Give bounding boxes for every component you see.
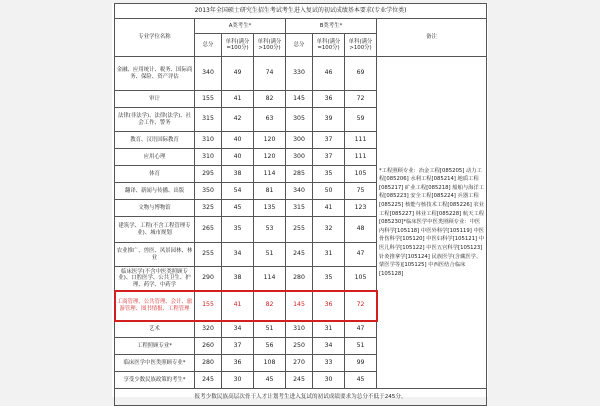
score-b-s100: 34 bbox=[313, 338, 345, 355]
score-b-s100: 50 bbox=[313, 183, 345, 200]
score-b-s100: 33 bbox=[313, 355, 345, 372]
discipline-name: 建筑学、工程(不含工程管理专业)、城市规划 bbox=[115, 217, 195, 243]
discipline-name: 临床医学(不含中医类照顾专业)、口腔医学、公共卫生、护理、药学、中药学 bbox=[115, 267, 195, 291]
score-a-total: 265 bbox=[195, 217, 222, 243]
discipline-name: 体育 bbox=[115, 166, 195, 183]
score-b-total: 270 bbox=[286, 355, 313, 372]
score-a-s150: 108 bbox=[254, 355, 286, 372]
discipline-name: 应用心理 bbox=[115, 149, 195, 166]
score-b-s100: 37 bbox=[313, 149, 345, 166]
header-b-single-over100: 单科(满分>100分) bbox=[345, 34, 377, 57]
score-b-total: 310 bbox=[286, 321, 313, 338]
header-a-single-over100: 单科(满分>100分) bbox=[254, 34, 286, 57]
score-b-total: 280 bbox=[286, 267, 313, 291]
document-page bbox=[112, 3, 488, 400]
score-b-total: 300 bbox=[286, 149, 313, 166]
score-a-s100: 35 bbox=[222, 217, 254, 243]
score-b-s150: 72 bbox=[345, 291, 377, 321]
score-b-total: 340 bbox=[286, 183, 313, 200]
header-a-total: 总分 bbox=[195, 34, 222, 57]
discipline-name: 享受少数民族政策的考生* bbox=[115, 372, 195, 389]
score-a-total: 290 bbox=[195, 267, 222, 291]
score-b-s150: 69 bbox=[345, 57, 377, 91]
score-b-total: 315 bbox=[286, 200, 313, 217]
score-a-s100: 45 bbox=[222, 200, 254, 217]
score-a-total: 310 bbox=[195, 132, 222, 149]
header-b-total: 总分 bbox=[286, 34, 313, 57]
score-b-total: 285 bbox=[286, 166, 313, 183]
score-a-s100: 40 bbox=[222, 149, 254, 166]
score-b-total: 145 bbox=[286, 291, 313, 321]
score-a-total: 295 bbox=[195, 166, 222, 183]
score-b-s150: 47 bbox=[345, 321, 377, 338]
score-b-s100: 36 bbox=[313, 291, 345, 321]
score-b-s100: 39 bbox=[313, 108, 345, 132]
score-b-s150: 59 bbox=[345, 108, 377, 132]
score-requirements-table bbox=[114, 3, 487, 406]
score-a-s100: 54 bbox=[222, 183, 254, 200]
score-b-total: 255 bbox=[286, 217, 313, 243]
score-a-s150: 63 bbox=[254, 108, 286, 132]
table-title: 2013年全国硕士研究生招生考试考生进入复试的初试成绩基本要求(专业学位类) bbox=[115, 4, 487, 19]
score-a-s100: 40 bbox=[222, 132, 254, 149]
score-a-total: 320 bbox=[195, 321, 222, 338]
score-b-s150: 47 bbox=[345, 243, 377, 267]
score-a-s150: 53 bbox=[254, 217, 286, 243]
score-a-s100: 36 bbox=[222, 355, 254, 372]
score-a-s150: 82 bbox=[254, 291, 286, 321]
score-b-s150: 105 bbox=[345, 267, 377, 291]
score-b-s100: 32 bbox=[313, 217, 345, 243]
score-a-total: 315 bbox=[195, 108, 222, 132]
score-a-total: 350 bbox=[195, 183, 222, 200]
score-a-total: 325 bbox=[195, 200, 222, 217]
score-b-s150: 48 bbox=[345, 217, 377, 243]
score-a-total: 260 bbox=[195, 338, 222, 355]
score-b-s150: 72 bbox=[345, 91, 377, 108]
discipline-name: 翻译、新闻与传播、出版 bbox=[115, 183, 195, 200]
score-b-total: 145 bbox=[286, 91, 313, 108]
discipline-name: 法律(非法学)、法律(法学)、社会工作、警务 bbox=[115, 108, 195, 132]
discipline-name: 文物与博物馆 bbox=[115, 200, 195, 217]
score-b-s150: 123 bbox=[345, 200, 377, 217]
score-b-s150: 105 bbox=[345, 166, 377, 183]
score-b-s100: 46 bbox=[313, 57, 345, 91]
score-b-s100: 30 bbox=[313, 372, 345, 389]
score-a-s100: 38 bbox=[222, 166, 254, 183]
discipline-name: 教育、汉语国际教育 bbox=[115, 132, 195, 149]
score-b-total: 245 bbox=[286, 372, 313, 389]
score-a-s100: 41 bbox=[222, 91, 254, 108]
score-b-total: 245 bbox=[286, 243, 313, 267]
score-a-s150: 120 bbox=[254, 132, 286, 149]
table-row bbox=[115, 57, 487, 91]
score-b-total: 300 bbox=[286, 132, 313, 149]
score-b-s100: 41 bbox=[313, 200, 345, 217]
score-a-s150: 81 bbox=[254, 183, 286, 200]
score-a-s100: 34 bbox=[222, 321, 254, 338]
score-b-s100: 31 bbox=[313, 243, 345, 267]
discipline-name: 金融、应用统计、税务、国际商务、保险、资产评估 bbox=[115, 57, 195, 91]
score-b-s150: 111 bbox=[345, 132, 377, 149]
score-a-total: 245 bbox=[195, 372, 222, 389]
score-a-s150: 51 bbox=[254, 243, 286, 267]
score-b-total: 250 bbox=[286, 338, 313, 355]
score-b-s100: 35 bbox=[313, 267, 345, 291]
discipline-name: 临床医学中医类照顾专业* bbox=[115, 355, 195, 372]
score-b-total: 330 bbox=[286, 57, 313, 91]
score-a-s100: 30 bbox=[222, 372, 254, 389]
score-a-s100: 49 bbox=[222, 57, 254, 91]
header-b-single-100: 单科(满分=100分) bbox=[313, 34, 345, 57]
score-b-s100: 31 bbox=[313, 321, 345, 338]
score-a-s150: 114 bbox=[254, 267, 286, 291]
score-b-total: 305 bbox=[286, 108, 313, 132]
score-b-s150: 51 bbox=[345, 338, 377, 355]
score-b-s100: 35 bbox=[313, 166, 345, 183]
discipline-name: 审计 bbox=[115, 91, 195, 108]
score-a-s150: 56 bbox=[254, 338, 286, 355]
score-b-s150: 99 bbox=[345, 355, 377, 372]
score-b-s100: 37 bbox=[313, 132, 345, 149]
score-a-s100: 41 bbox=[222, 291, 254, 321]
header-group-b: B类考生* bbox=[286, 19, 377, 34]
score-a-s150: 120 bbox=[254, 149, 286, 166]
score-a-s150: 82 bbox=[254, 91, 286, 108]
score-a-total: 255 bbox=[195, 243, 222, 267]
score-a-total: 155 bbox=[195, 91, 222, 108]
discipline-name: 农业推广、兽医、风景园林、林业 bbox=[115, 243, 195, 267]
footnote: 报考少数民族高层次骨干人才计划考生进入复试的初试成绩要求为总分不低于245分。 bbox=[115, 389, 487, 406]
score-a-s150: 135 bbox=[254, 200, 286, 217]
header-group-a: A类考生* bbox=[195, 19, 286, 34]
score-a-total: 155 bbox=[195, 291, 222, 321]
score-a-s150: 45 bbox=[254, 372, 286, 389]
score-a-total: 310 bbox=[195, 149, 222, 166]
score-b-s150: 45 bbox=[345, 372, 377, 389]
score-b-s100: 36 bbox=[313, 91, 345, 108]
header-remark: 备注 bbox=[377, 19, 487, 57]
score-a-s100: 34 bbox=[222, 243, 254, 267]
score-a-s100: 38 bbox=[222, 267, 254, 291]
discipline-name: 工程照顾专业* bbox=[115, 338, 195, 355]
score-a-s100: 37 bbox=[222, 338, 254, 355]
score-a-total: 280 bbox=[195, 355, 222, 372]
score-a-total: 340 bbox=[195, 57, 222, 91]
score-a-s100: 42 bbox=[222, 108, 254, 132]
header-a-single-100: 单科(满分=100分) bbox=[222, 34, 254, 57]
score-a-s150: 74 bbox=[254, 57, 286, 91]
remark-cell: *工程照顾专业：冶金工程[085205] 动力工程[085206] 水利工程[085214] 地质工程[085217] 矿业工程[085218] 船舶与海洋工程[085223] 安全工程[085224] 兵器工程[085225] 核能与核技术工程[085226] 农业工程[085227] 林业工程[085228] 航天工程[085230]*临床医学中医类照顾专业：中医内科学[105118] 中医外科学[105119] 中医骨伤科学[105120] 中医妇科学[105121] 中医儿科学[105122] 中医五官科学[105123] 针灸推拿学[105124] 民族医学(含藏医学、蒙医学等)[105125] 中西医结合临床[105128] bbox=[377, 57, 487, 389]
discipline-name: 工商管理、公共管理、会计、旅游管理、图书情报、工程管理 bbox=[115, 291, 195, 321]
score-a-s150: 114 bbox=[254, 166, 286, 183]
header-discipline: 专业学位名称 bbox=[115, 19, 195, 57]
score-b-s150: 111 bbox=[345, 149, 377, 166]
score-b-s150: 75 bbox=[345, 183, 377, 200]
discipline-name: 艺术 bbox=[115, 321, 195, 338]
score-a-s150: 51 bbox=[254, 321, 286, 338]
